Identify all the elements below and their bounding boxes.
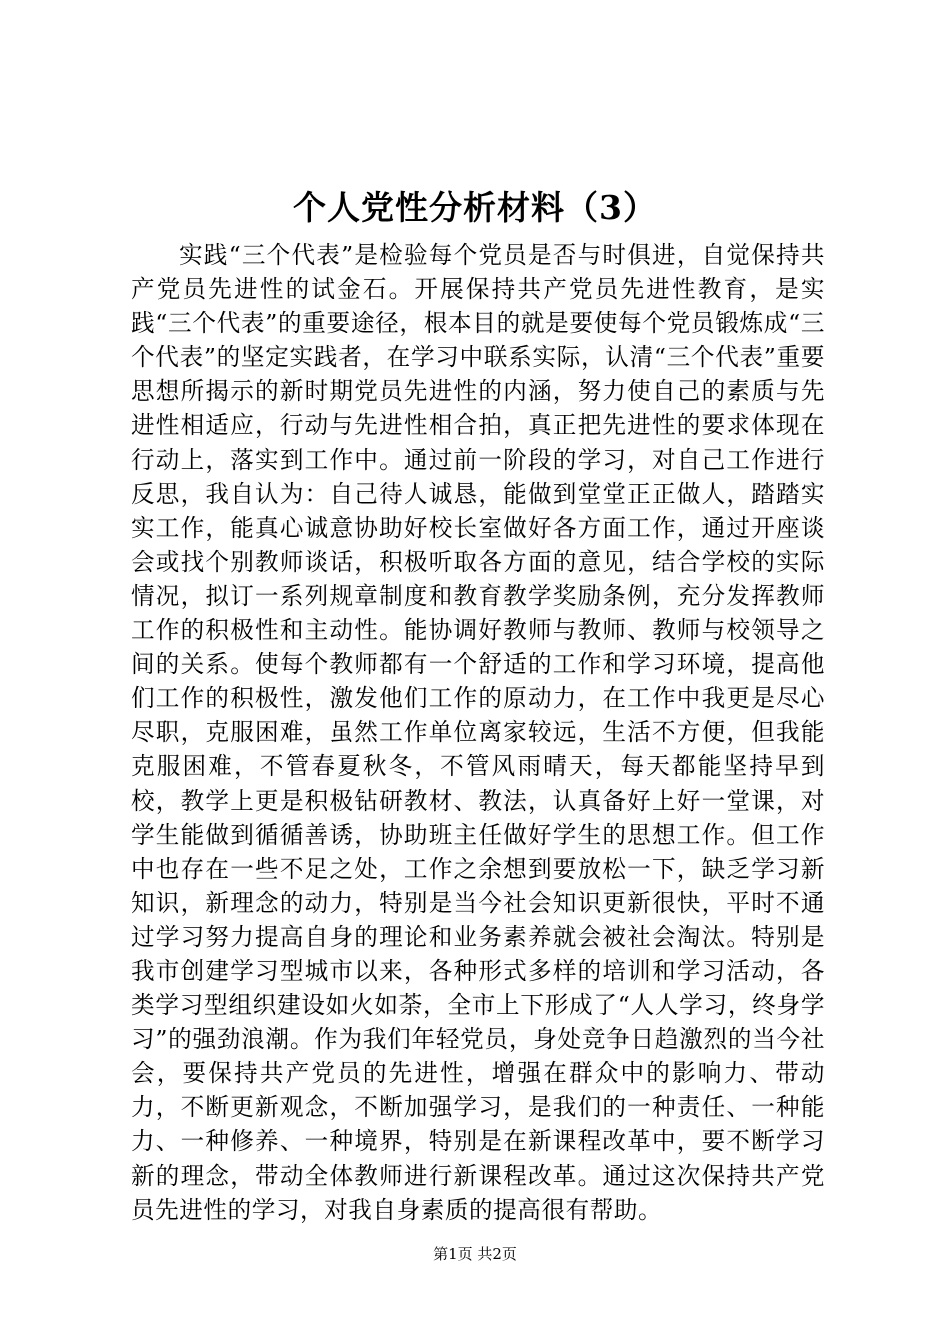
page-footer: 第1页 共2页 bbox=[433, 1245, 517, 1263]
body-paragraph: 实践“三个代表”是检验每个党员是否与时俱进，自觉保持共产党员先进性的试金石。开展保持共产党员先进性教育，是实践“三个代表”的重要途径，根本目的就是要使每个党员锻炼成“三个代表”的坚定实践者，在学习中联系实际，认清“三个代表”重要思想所揭示的新时期党员先进性的内涵，努力使自己的素质与先进性相适应，行动与先进性相合拍，真正把先进性的要求体现在行动上，落实到工作中。通过前一阶段的学习，对自己工作进行反思，我自认为：自己待人诚恳，能做到堂堂正正做人，踏踏实实工作，能真心诚意协助好校长室做好各方面工作，通过开座谈会或找个别教师谈话，积极听取各方面的意见，结合学校的实际情况，拟订一系列规章制度和教育教学奖励条例，充分发挥教师工作的积极性和主动性。能协调好教师与教师、教师与校领导之间的关系。使每个教师都有一个舒适的工作和学习环境，提高他们工作的积极性，激发他们工作的原动力，在工作中我更是尽心尽职，克服困难，虽然工作单位离家较远，生活不方便，但我能克服困难，不管春夏秋冬，不管风雨晴天，每天都能坚持早到校，教学上更是积极钻研教材、教法，认真备好上好一堂课，对学生能做到循循善诱，协助班主任做好学生的思想工作。但工作中也存在一些不足之处，工作之余想到要放松一下，缺乏学习新知识，新理念的动力，特别是当今社会知识更新很快，平时不通过学习努力提高自身的理论和业务素养就会被社会淘汰。特别是我市创建学习型城市以来，各种形式多样的培训和学习活动，各类学习型组织建设如火如荼，全市上下形成了“人人学习，终身学习”的强劲浪潮。作为我们年轻党员，身处竞争日趋激烈的当今社会，要保持共产党员的先进性，增强在群众中的影响力、带动力，不断更新观念，不断加强学习，是我们的一种责任、一种能力、一种修养、一种境界，特别是在新课程改革中，要不断学习新的理念，带动全体教师进行新课程改革。通过这次保持共产党员先进性的学习，对我自身素质的提高很有帮助。 bbox=[131, 241, 825, 1224]
document-title: 个人党性分析材料（3） bbox=[293, 188, 657, 227]
